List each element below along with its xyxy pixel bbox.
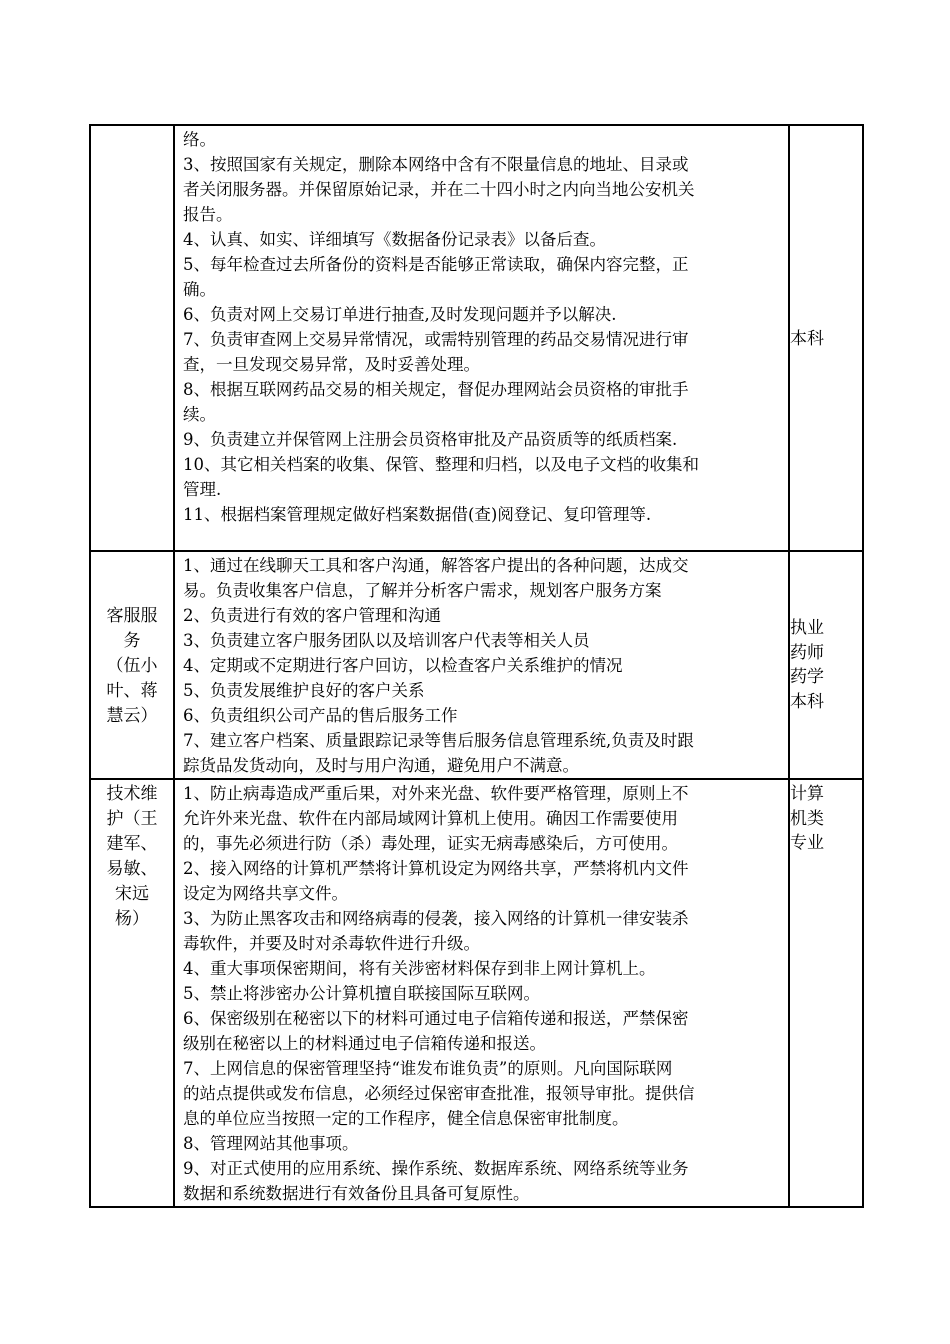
duty-line: 4、重大事项保密期间，将有关涉密材料保存到非上网计算机上。 [183, 959, 656, 978]
duties-cell [174, 125, 789, 551]
role-line: 慧云） [106, 706, 158, 726]
duty-line: 数据和系统数据进行有效备份且具备可复原性。 [183, 1184, 530, 1203]
role-line: 杨） [115, 909, 149, 929]
qualification-line: 本科 [790, 329, 824, 349]
duty-line: 3、按照国家有关规定，删除本网络中含有不限量信息的地址、目录或 [183, 155, 689, 174]
duty-line: 2、负责进行有效的客户管理和沟通 [183, 606, 441, 625]
role-line: 技术维 [106, 784, 158, 804]
duty-line: 7、负责审查网上交易异常情况，或需特别管理的药品交易情况进行审 [183, 330, 689, 349]
qualification-line: 药学 [790, 667, 824, 687]
duty-line: 1、通过在线聊天工具和客户沟通，解答客户提出的各种问题，达成交 [183, 556, 689, 575]
duty-line: 4、认真、如实、详细填写《数据备份记录表》以备后查。 [183, 230, 606, 249]
qualification-cell [789, 551, 863, 779]
duty-line: 2、接入网络的计算机严禁将计算机设定为网络共享，严禁将机内文件 [183, 859, 689, 878]
qualification-line: 机类 [790, 808, 824, 829]
role-cell [90, 779, 174, 1207]
duty-line: 5、负责发展维护良好的客户关系 [183, 681, 425, 700]
duty-line: 踪货品发货动向，及时与用户沟通，避免用户不满意。 [183, 756, 579, 775]
duty-line: 级别在秘密以上的材料通过电子信箱传递和报送。 [183, 1034, 546, 1053]
duty-line: 易。负责收集客户信息，了解并分析客户需求，规划客户服务方案 [183, 581, 662, 600]
role-line: 建军、 [106, 834, 158, 854]
duty-line: 息的单位应当按照一定的工作程序，健全信息保密审批制度。 [183, 1109, 629, 1128]
duty-line: 6、保密级别在秘密以下的材料可通过电子信箱传递和报送，严禁保密 [183, 1009, 689, 1028]
qualification-line: 执业 [790, 618, 824, 638]
duty-line: 9、对正式使用的应用系统、操作系统、数据库系统、网络系统等业务 [183, 1159, 689, 1178]
duty-line: 的，事先必须进行防（杀）毒处理，证实无病毒感染后，方可使用。 [183, 834, 678, 853]
role-line: （伍小 [106, 656, 158, 676]
duty-line: 9、负责建立并保管网上注册会员资格审批及产品资质等的纸质档案. [183, 430, 678, 449]
duty-line: 的站点提供或发布信息，必须经过保密审查批准，报领导审批。提供信 [183, 1084, 695, 1103]
duty-line: 毒软件，并要及时对杀毒软件进行升级。 [183, 934, 480, 953]
duty-line: 10、其它相关档案的收集、保管、整理和归档，以及电子文档的收集和 [183, 455, 699, 474]
duty-line: 确。 [183, 280, 216, 299]
duty-line: 报告。 [183, 205, 233, 224]
duty-line: 4、定期或不定期进行客户回访，以检查客户关系维护的情况 [183, 656, 623, 675]
duty-line: 7、建立客户档案、质量跟踪记录等售后服务信息管理系统,负责及时跟 [183, 731, 694, 750]
duties-cell [174, 551, 789, 779]
role-line: 易敏、 [106, 859, 158, 879]
duty-line: 者关闭服务器。并保留原始记录，并在二十四小时之内向当地公安机关 [183, 180, 695, 199]
table-row [90, 779, 863, 1207]
qualification-line: 计算 [790, 784, 824, 804]
duty-line: 6、负责组织公司产品的售后服务工作 [183, 706, 458, 725]
duty-line: 1、防止病毒造成严重后果，对外来光盘、软件要严格管理，原则上不 [183, 784, 689, 803]
duty-line: 允许外来光盘、软件在内部局域网计算机上使用。确因工作需要使用 [183, 809, 678, 828]
role-line: 护（王 [106, 809, 158, 829]
duty-line: 6、负责对网上交易订单进行抽查,及时发现问题并予以解决. [183, 305, 617, 324]
duty-line: 续。 [183, 405, 216, 424]
duty-line: 络。 [183, 130, 216, 149]
table-row [90, 551, 863, 779]
qualification-line: 本科 [790, 691, 824, 712]
duties-cell [174, 779, 789, 1207]
role-cell [90, 125, 174, 551]
duty-line: 查，一旦发现交易异常，及时妥善处理。 [183, 355, 480, 374]
role-line: 宋远 [115, 884, 149, 904]
duty-line: 管理. [183, 480, 222, 499]
duties-table [89, 124, 864, 1208]
role-cell [90, 551, 174, 779]
role-line: 客服服 [106, 606, 158, 626]
duty-line: 5、禁止将涉密办公计算机擅自联接国际互联网。 [183, 984, 540, 1003]
duty-line: 设定为网络共享文件。 [183, 884, 348, 903]
duty-line: 3、负责建立客户服务团队以及培训客户代表等相关人员 [183, 631, 590, 650]
duty-line: 7、上网信息的保密管理坚持“谁发布谁负责”的原则。凡向国际联网 [183, 1059, 673, 1078]
qualification-line: 药师 [790, 642, 824, 663]
duty-line: 8、管理网站其他事项。 [183, 1134, 359, 1153]
duty-line: 11、根据档案管理规定做好档案数据借(查)阅登记、复印管理等. [183, 505, 652, 524]
role-line: 务 [123, 631, 141, 651]
duty-line: 8、根据互联网药品交易的相关规定，督促办理网站会员资格的审批手 [183, 380, 689, 399]
qualification-line: 专业 [790, 833, 824, 853]
role-line: 叶、蒋 [106, 681, 158, 701]
qualification-cell [789, 125, 863, 551]
duty-line: 5、每年检查过去所备份的资料是否能够正常读取，确保内容完整，正 [183, 255, 689, 274]
qualification-cell [789, 779, 863, 1207]
duty-line: 3、为防止黑客攻击和网络病毒的侵袭，接入网络的计算机一律安装杀 [183, 909, 689, 928]
table-row [90, 125, 863, 551]
